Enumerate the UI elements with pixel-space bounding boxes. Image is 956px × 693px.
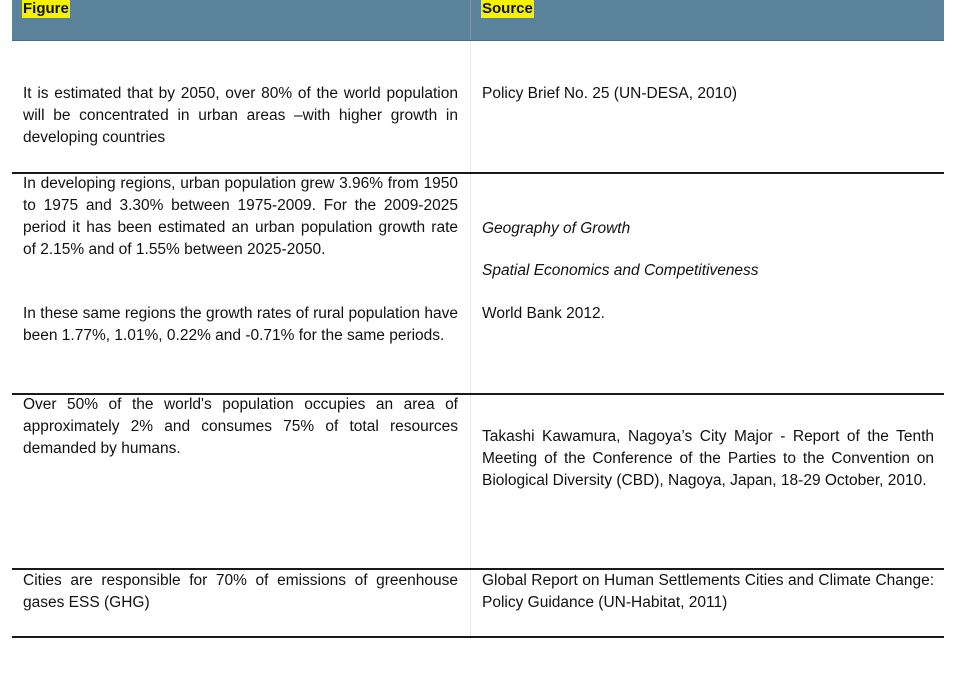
table-row bbox=[12, 395, 944, 568]
table-header bbox=[12, 0, 944, 41]
source-cell bbox=[470, 41, 945, 172]
figures-sources-table bbox=[12, 0, 944, 611]
table-row bbox=[12, 174, 944, 393]
source-column-header: Source bbox=[482, 0, 533, 17]
figure-text: In developing regions, urban population grew 3.96% from 1950 to 1975 and 3.30% between 1975-2009. For the 2009-2025 period it has been estimated an urban population growth rate of 2.15% and of 1.55% between 2025-2050. bbox=[23, 175, 458, 258]
source-text: Policy Brief No. 25 (UN-DESA, 2010) bbox=[482, 85, 737, 102]
source-text: Spatial Economics and Competitiveness bbox=[482, 262, 759, 279]
figure-cell bbox=[12, 41, 470, 172]
source-text: Takashi Kawamura, Nagoya’s City Major - Report of the Tenth Meeting of the Conference of the Parties to the Convention on Biological Diversity (CBD), Nagoya, Japan, 18-29 October, 2010. bbox=[482, 428, 934, 489]
source-cell bbox=[470, 174, 945, 393]
table-row bbox=[12, 570, 944, 636]
figure-text: Cities are responsible for 70% of emissions of greenhouse gases ESS (GHG) bbox=[23, 572, 458, 611]
row-divider bbox=[12, 636, 944, 638]
source-text: Geography of Growth bbox=[482, 220, 631, 237]
source-text: World Bank 2012. bbox=[482, 305, 605, 322]
figure-column-header: Figure bbox=[23, 0, 69, 17]
figure-cell bbox=[12, 174, 470, 393]
figure-text: In these same regions the growth rates of rural population have been 1.77%, 1.01%, 0.22% and -0.71% for the same periods. bbox=[23, 305, 458, 344]
figure-text: Over 50% of the world's population occupies an area of approximately 2% and consumes 75% of total resources demanded by humans. bbox=[23, 396, 458, 457]
source-cell bbox=[470, 570, 945, 636]
figure-cell bbox=[12, 570, 470, 636]
source-cell bbox=[470, 395, 945, 568]
figure-text: It is estimated that by 2050, over 80% of the world population will be concentrated in urban areas –with higher growth in developing countries bbox=[23, 85, 458, 146]
source-header-cell bbox=[470, 0, 945, 40]
table-row bbox=[12, 41, 944, 172]
figure-header-cell bbox=[12, 0, 470, 40]
source-text: Global Report on Human Settlements Cities and Climate Change: Policy Guidance (UN-Habitat, 2011) bbox=[482, 572, 934, 611]
figure-cell bbox=[12, 395, 470, 568]
